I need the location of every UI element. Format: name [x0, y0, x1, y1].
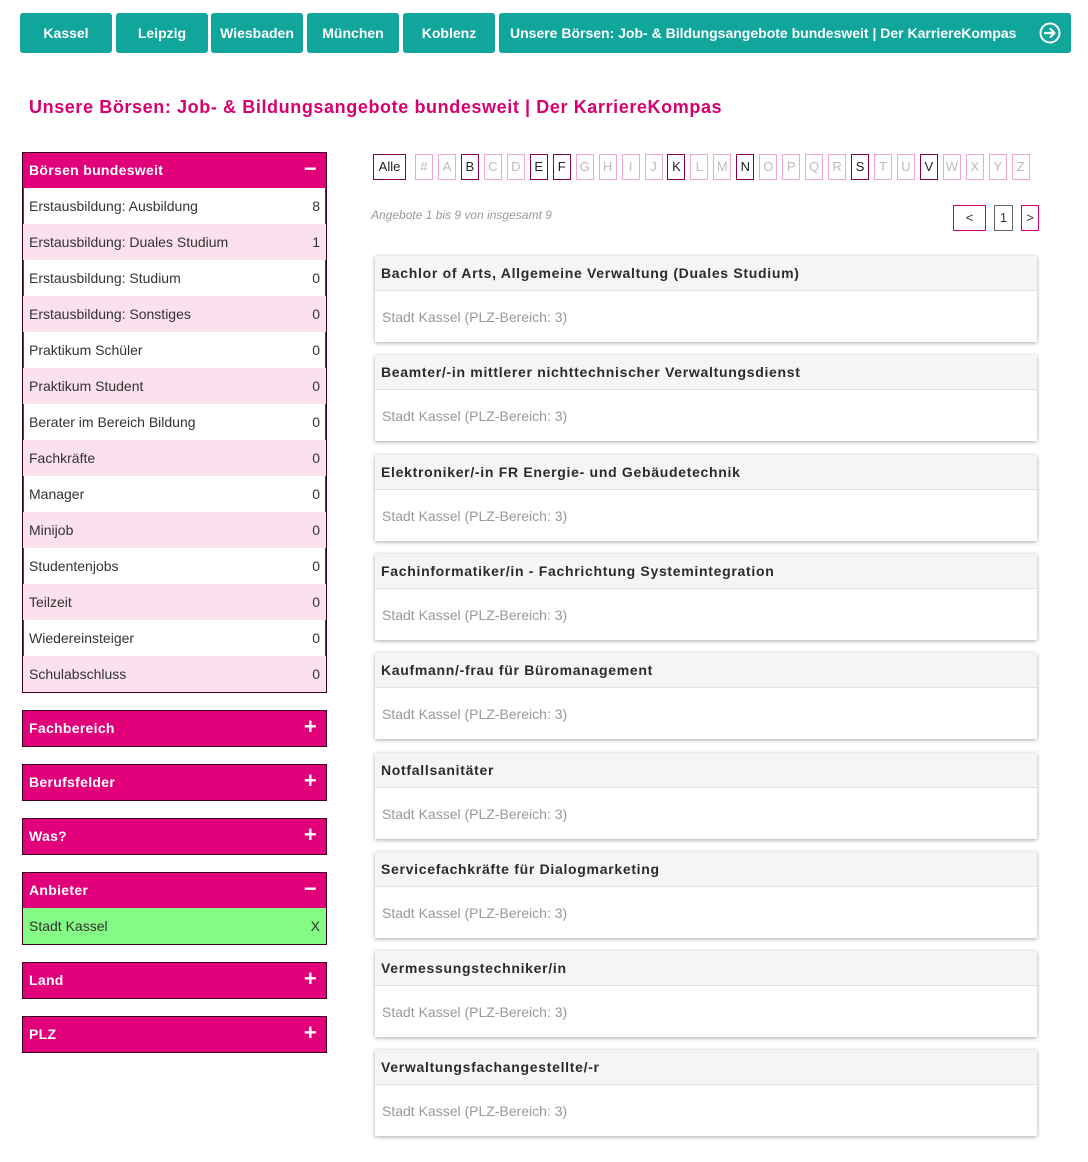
- facet-berufsfelder: [22, 764, 327, 801]
- facet-header-land[interactable]: [23, 963, 326, 998]
- result-location: Stadt Kassel (PLZ-Bereich: 3): [382, 805, 568, 822]
- facet-item[interactable]: [23, 584, 326, 620]
- letter-filter: W: [943, 154, 961, 180]
- result-location: Stadt Kassel (PLZ-Bereich: 3): [382, 904, 568, 921]
- letter-filter: X: [966, 154, 984, 180]
- letter-filter: D: [507, 154, 525, 180]
- result-title[interactable]: Notfallsanitäter: [375, 753, 1037, 788]
- facet-title: Fachbereich: [29, 720, 115, 736]
- facet-item[interactable]: [23, 476, 326, 512]
- facet-plz: [22, 1016, 327, 1053]
- result-title[interactable]: Beamter/-in mittlerer nichttechnischer Verwaltungsdienst: [375, 355, 1037, 390]
- facet-item[interactable]: [23, 296, 326, 332]
- letter-filter[interactable]: E: [530, 154, 548, 180]
- facet-item-label: Erstausbildung: Studium: [29, 270, 181, 286]
- tab-wiesbaden[interactable]: Wiesbaden: [211, 13, 303, 53]
- facet-header-fachbereich[interactable]: [23, 711, 326, 746]
- facet-item-label: Erstausbildung: Ausbildung: [29, 198, 198, 214]
- letter-filter: R: [828, 154, 846, 180]
- facet-item[interactable]: [23, 332, 326, 368]
- tab-kassel[interactable]: Kassel: [20, 13, 112, 53]
- letter-filter: C: [484, 154, 502, 180]
- facet-title: Was?: [29, 828, 68, 844]
- expand-icon[interactable]: +: [303, 966, 317, 991]
- facet-header-boersen[interactable]: [23, 153, 326, 188]
- facet-item-label: Praktikum Student: [29, 378, 144, 394]
- facet-title: Anbieter: [29, 882, 89, 898]
- facet-item-count: 0: [312, 522, 320, 538]
- expand-icon[interactable]: +: [303, 822, 317, 847]
- active-filter-stadt-kassel[interactable]: [23, 908, 326, 944]
- facet-item-count: 0: [312, 342, 320, 358]
- prev-page-button[interactable]: <: [953, 205, 986, 231]
- result-title[interactable]: Servicefachkräfte für Dialogmarketing: [375, 852, 1037, 887]
- result-card[interactable]: [375, 753, 1037, 839]
- letter-filter: Z: [1012, 154, 1030, 180]
- arrow-right-circle-icon: [1039, 22, 1061, 44]
- facet-item-count: 0: [312, 630, 320, 646]
- remove-filter-icon[interactable]: X: [310, 918, 320, 934]
- facet-title: Berufsfelder: [29, 774, 116, 790]
- letter-filter: I: [622, 154, 640, 180]
- page-title: Unsere Börsen: Job- & Bildungsangebote bundesweit | Der KarriereKompas: [29, 97, 723, 117]
- letter-filter[interactable]: V: [920, 154, 938, 180]
- facet-title: Land: [29, 972, 64, 988]
- tab-boersen-bundesweit[interactable]: [499, 13, 1071, 53]
- letter-filter: M: [713, 154, 731, 180]
- facet-item[interactable]: [23, 656, 326, 692]
- facet-item[interactable]: [23, 404, 326, 440]
- letter-filter: U: [897, 154, 915, 180]
- result-card[interactable]: [375, 554, 1037, 640]
- result-location: Stadt Kassel (PLZ-Bereich: 3): [382, 606, 568, 623]
- facet-item-label: Minijob: [29, 522, 74, 538]
- facet-item-label: Teilzeit: [29, 594, 72, 610]
- result-title[interactable]: Verwaltungsfachangestellte/-r: [375, 1050, 1037, 1085]
- facet-was: [22, 818, 327, 855]
- facet-anbieter: [22, 872, 327, 945]
- facet-header-anbieter[interactable]: [23, 873, 326, 908]
- expand-icon[interactable]: +: [303, 1020, 317, 1045]
- tab-leipzig[interactable]: Leipzig: [116, 13, 208, 53]
- pager: [953, 205, 1040, 231]
- facet-item-count: 0: [312, 486, 320, 502]
- facet-list-anbieter: [23, 908, 326, 944]
- letter-filter: #: [415, 154, 433, 180]
- letter-filter: O: [759, 154, 777, 180]
- collapse-icon[interactable]: −: [303, 156, 317, 181]
- facet-item[interactable]: [23, 368, 326, 404]
- tab-boersen-label: Unsere Börsen: Job- & Bildungsangebote bundesweit | Der KarriereKompas: [510, 25, 1017, 41]
- result-location: Stadt Kassel (PLZ-Bereich: 3): [382, 309, 568, 325]
- result-location: Stadt Kassel (PLZ-Bereich: 3): [382, 1103, 568, 1120]
- result-title[interactable]: Elektroniker/-in FR Energie- und Gebäudetechnik: [375, 455, 1037, 490]
- facet-item[interactable]: [23, 548, 326, 584]
- result-card[interactable]: [375, 951, 1037, 1037]
- facet-item-label: Stadt Kassel: [29, 918, 108, 934]
- next-page-button[interactable]: >: [1021, 205, 1039, 231]
- facet-fachbereich: [22, 710, 327, 747]
- facet-item-label: Berater im Bereich Bildung: [29, 414, 196, 430]
- letter-filter: T: [874, 154, 892, 180]
- facet-boersen-bundesweit: [22, 152, 327, 693]
- facet-item[interactable]: [23, 224, 326, 260]
- facet-item-count: 0: [312, 594, 320, 610]
- facet-item-label: Schulabschluss: [29, 666, 127, 682]
- results-info: Angebote 1 bis 9 von insgesamt 9: [371, 208, 552, 222]
- facet-item-label: Erstausbildung: Duales Studium: [29, 234, 229, 250]
- facet-title: Börsen bundesweit: [29, 162, 164, 178]
- page-number-current[interactable]: 1: [994, 205, 1013, 231]
- result-location: Stadt Kassel (PLZ-Bereich: 3): [382, 507, 568, 524]
- result-title[interactable]: Kaufmann/-frau für Büromanagement: [375, 653, 1037, 688]
- result-card[interactable]: [375, 1050, 1037, 1136]
- result-card[interactable]: [375, 355, 1037, 441]
- letter-filter: H: [599, 154, 617, 180]
- expand-icon[interactable]: +: [303, 768, 317, 793]
- facet-item-count: 1: [312, 234, 320, 250]
- letter-filter[interactable]: K: [667, 154, 685, 180]
- collapse-icon[interactable]: −: [303, 876, 317, 901]
- result-location: Stadt Kassel (PLZ-Bereich: 3): [382, 706, 568, 723]
- facet-header-berufsfelder[interactable]: [23, 765, 326, 800]
- facet-item-label: Manager: [29, 486, 85, 502]
- facet-item-label: Praktikum Schüler: [29, 342, 143, 358]
- facet-item-count: 0: [312, 558, 320, 574]
- result-card[interactable]: [375, 256, 1037, 342]
- letter-filter: P: [782, 154, 800, 180]
- facet-item-count: 8: [312, 198, 320, 214]
- letter-filter[interactable]: B: [461, 154, 479, 180]
- facet-header-was[interactable]: [23, 819, 326, 854]
- facet-item[interactable]: [23, 260, 326, 296]
- result-card[interactable]: [375, 653, 1037, 739]
- letter-filter: Y: [989, 154, 1007, 180]
- letter-all-button[interactable]: Alle: [373, 154, 406, 180]
- tab-muenchen[interactable]: München: [307, 13, 399, 53]
- facet-header-plz[interactable]: [23, 1017, 326, 1052]
- letter-filter[interactable]: F: [553, 154, 571, 180]
- tab-koblenz[interactable]: Koblenz: [403, 13, 495, 53]
- result-location: Stadt Kassel (PLZ-Bereich: 3): [382, 408, 568, 425]
- facet-item-count: 0: [312, 414, 320, 430]
- letter-filter: L: [690, 154, 708, 180]
- letter-filter: J: [645, 154, 663, 180]
- letter-filter: G: [576, 154, 594, 180]
- sidebar: [22, 152, 327, 1070]
- facet-item[interactable]: [23, 188, 326, 224]
- facet-item[interactable]: [23, 440, 326, 476]
- facet-item-count: 0: [312, 378, 320, 394]
- letter-filter: Q: [805, 154, 823, 180]
- result-title[interactable]: Vermessungstechniker/in: [375, 951, 1037, 986]
- facet-item-count: 0: [312, 270, 320, 286]
- expand-icon[interactable]: +: [303, 714, 317, 739]
- letter-filter[interactable]: N: [736, 154, 754, 180]
- result-title[interactable]: Fachinformatiker/in - Fachrichtung Systemintegration: [375, 554, 1037, 589]
- facet-title: PLZ: [29, 1026, 57, 1042]
- facet-item[interactable]: [23, 620, 326, 656]
- facet-item-count: 0: [312, 450, 320, 466]
- facet-item-label: Wiedereinsteiger: [29, 630, 135, 646]
- result-title[interactable]: Bachlor of Arts, Allgemeine Verwaltung (Duales Studium): [375, 256, 1037, 291]
- facet-item[interactable]: [23, 512, 326, 548]
- facet-item-count: 0: [312, 666, 320, 682]
- result-card[interactable]: [375, 852, 1037, 938]
- letter-filter[interactable]: S: [851, 154, 869, 180]
- result-card[interactable]: [375, 455, 1037, 541]
- facet-item-label: Studentenjobs: [29, 558, 119, 574]
- facet-list-boersen: [23, 188, 326, 692]
- facet-item-label: Erstausbildung: Sonstiges: [29, 306, 191, 322]
- result-location: Stadt Kassel (PLZ-Bereich: 3): [382, 1004, 568, 1021]
- facet-item-label: Fachkräfte: [29, 450, 96, 466]
- facet-land: [22, 962, 327, 999]
- letter-filter: A: [438, 154, 456, 180]
- facet-item-count: 0: [312, 306, 320, 322]
